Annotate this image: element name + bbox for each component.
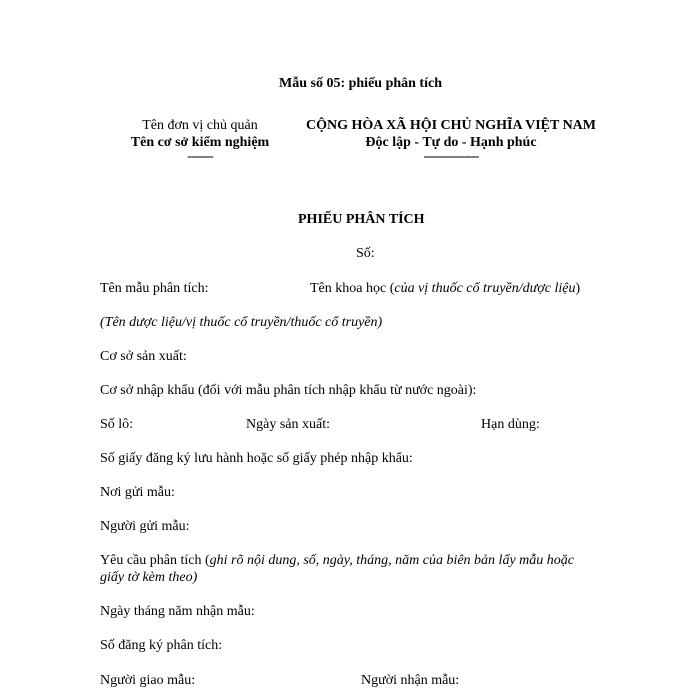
sample-name-label: Tên mẫu phân tích: [100, 281, 209, 296]
country-motto: Độc lập - Tự do - Hạnh phúc [365, 135, 537, 150]
science-name-close: ) [575, 281, 581, 296]
importer-label: Cơ sở nhập khẩu (đối với mẫu phân tích nhập khẩu từ nước ngoài): [100, 383, 477, 398]
producer-label: Cơ sở sản xuất: [100, 349, 187, 364]
agency-name: Tên đơn vị chủ quản [142, 118, 258, 133]
science-name-text: Tên khoa học ( [310, 281, 395, 296]
sender-place-label: Nơi gửi mẫu: [100, 485, 175, 500]
header-left [110, 117, 290, 163]
request-note-2: giấy tờ kèm theo) [100, 570, 198, 585]
lot-label: Số lô: [100, 417, 134, 432]
mfg-date-label: Ngày sản xuất: [246, 417, 330, 432]
header-right-divider: --------------- [423, 149, 479, 164]
science-name-label [310, 280, 580, 297]
receiver-label: Người nhận mẫu: [361, 673, 460, 688]
received-date-label: Ngày tháng năm nhận mẫu: [100, 604, 255, 619]
science-name-note: của vị thuốc cổ truyền/dược liệu [394, 281, 576, 296]
doc-number-label: Số: [356, 246, 375, 261]
request-label [100, 552, 574, 569]
lab-name: Tên cơ sở kiểm nghiệm [130, 135, 270, 150]
reg-number-label: Số đăng ký phân tích: [100, 638, 223, 653]
request-note-1: ghi rõ nội dung, số, ngày, tháng, năm của biên bản lấy mẫu hoặc [209, 553, 574, 568]
country-name: CỘNG HÒA XÃ HỘI CHỦ NGHĨA VIỆT NAM [305, 118, 596, 133]
header-left-divider: ------- [187, 149, 213, 164]
sample-note: (Tên dược liệu/vị thuốc cổ truyền/thuốc cổ truyền) [100, 315, 383, 330]
expiry-label: Hạn dùng: [481, 417, 540, 432]
doc-title: PHIẾU PHÂN TÍCH [298, 212, 425, 227]
header-right [290, 117, 612, 163]
form-title: Mẫu số 05: phiếu phân tích [279, 76, 442, 91]
request-text: Yêu cầu phân tích ( [100, 553, 210, 568]
license-label: Số giấy đăng ký lưu hành hoặc số giấy phép nhập khẩu: [100, 451, 413, 466]
deliverer-label: Người giao mẫu: [100, 673, 196, 688]
sender-label: Người gửi mẫu: [100, 519, 190, 534]
